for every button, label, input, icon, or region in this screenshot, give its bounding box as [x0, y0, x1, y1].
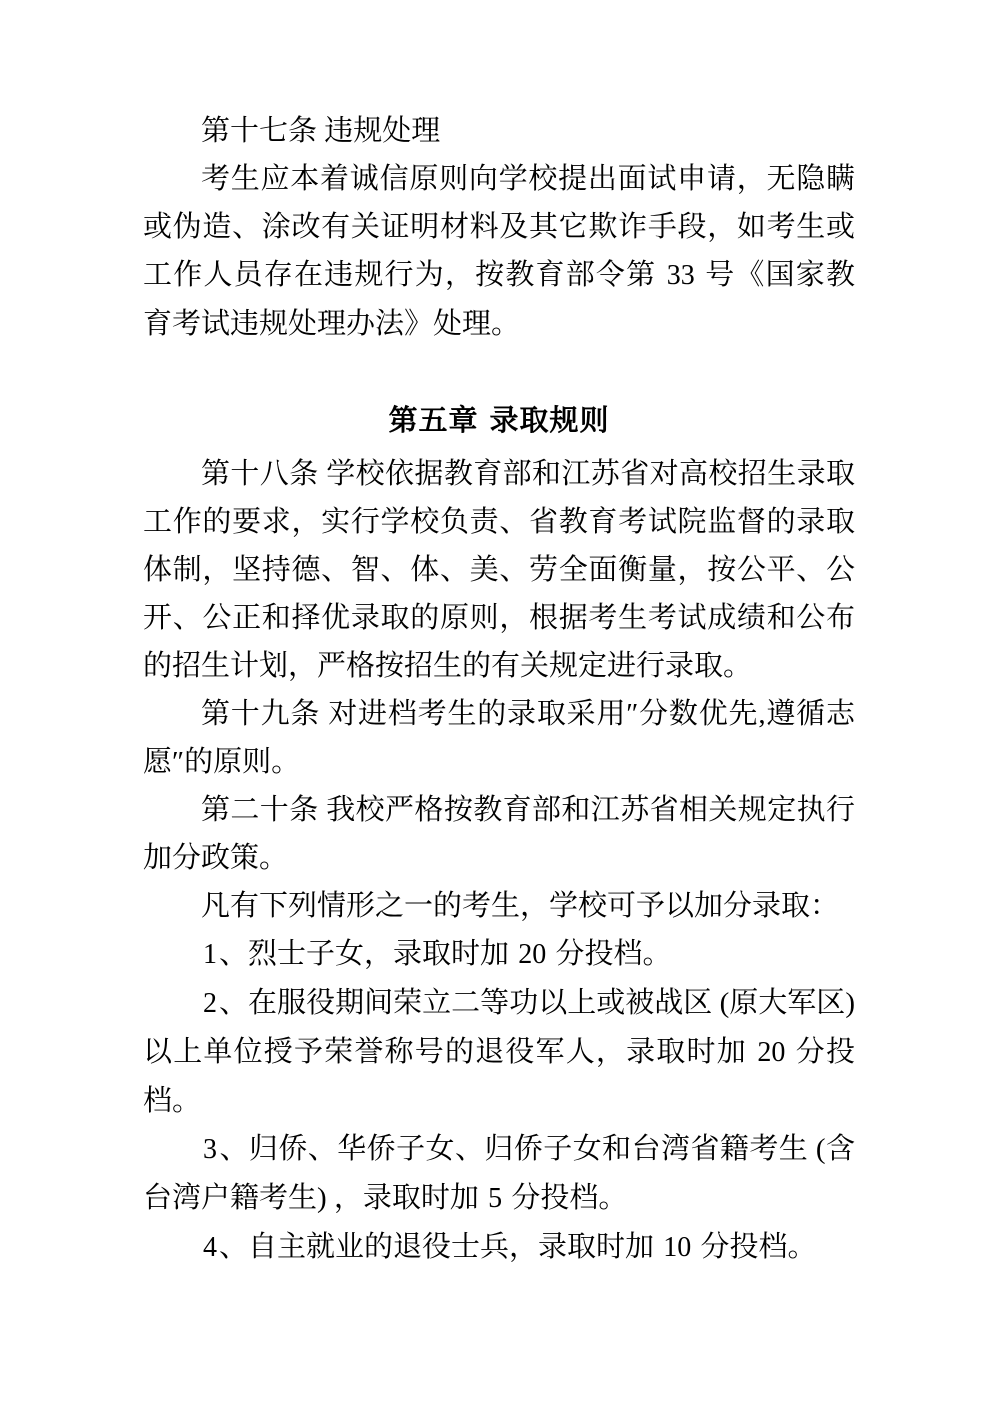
heading-spacer-above	[143, 348, 855, 396]
inline-number: 20	[518, 939, 547, 970]
document-content	[143, 107, 855, 1272]
bonus-list-item-3: 3、归侨、华侨子女、归侨子女和台湾省籍考生 (含台湾户籍考生) ，录取时加 5 分投档。	[143, 1133, 855, 1214]
bonus-list-item-1: 1、烈士子女，录取时加 20 分投档。	[203, 938, 672, 970]
inline-number: 2	[203, 988, 217, 1019]
bonus-list-item-2: 2、在服役期间荣立二等功以上或被战区 (原大军区) 以上单位授予荣誉称号的退役军人，录取时加 20 分投档。	[143, 987, 855, 1117]
inline-number: 1	[203, 939, 217, 970]
article-17-body: 考生应本着诚信原则向学校提出面试申请，无隐瞒或伪造、涂改有关证明材料及其它欺诈手段，如考生或工作人员存在违规行为，按教育部令第 33 号《国家教育考试违规处理办法》处理。	[143, 163, 855, 340]
inline-number: 3	[203, 1134, 217, 1165]
article-18: 第十八条 学校依据教育部和江苏省对高校招生录取工作的要求，实行学校负责、省教育考试院监督的录取体制，坚持德、智、体、美、劳全面衡量，按公平、公开、公正和择优录取的原则，根据考生考试成绩和公布的招生计划，严格按招生的有关规定进行录取。	[143, 458, 855, 682]
inline-number: 33	[666, 260, 695, 291]
inline-number: 20	[757, 1037, 786, 1068]
article-20: 第二十条 我校严格按教育部和江苏省相关规定执行加分政策。	[143, 794, 855, 874]
inline-number: 4	[203, 1232, 217, 1263]
inline-number: 10	[663, 1232, 692, 1263]
article-19: 第十九条 对进档考生的录取采用″分数优先,遵循志愿″的原则。	[143, 698, 855, 778]
inline-number: 5	[488, 1183, 503, 1214]
bonus-points-intro: 凡有下列情形之一的考生，学校可予以加分录取：	[201, 890, 840, 922]
bonus-list-item-4: 4、自主就业的退役士兵，录取时加 10 分投档。	[203, 1231, 817, 1263]
chapter-5-heading: 第五章 录取规则	[388, 403, 610, 437]
article-17-title: 第十七条 违规处理	[201, 115, 441, 147]
